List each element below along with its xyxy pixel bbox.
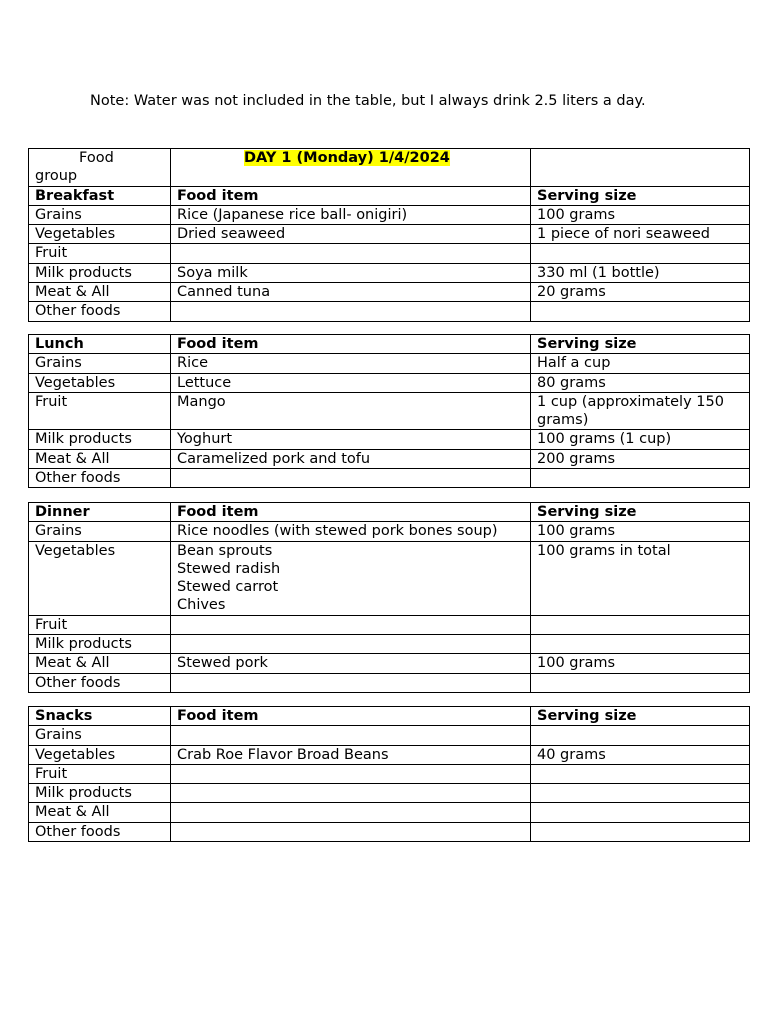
breakfast-table — [28, 148, 750, 322]
food-group-cell: Other foods — [29, 673, 171, 692]
serving-size-cell: 330 ml (1 bottle) — [531, 263, 750, 282]
food-group-cell: Fruit — [29, 764, 171, 783]
meal-header-row — [29, 503, 750, 522]
food-group-cell: Vegetables — [29, 541, 171, 615]
food-item-cell — [171, 764, 531, 783]
food-item-header: Food item — [171, 707, 531, 726]
dinner-table — [28, 502, 750, 693]
serving-size-cell — [531, 244, 750, 263]
table-row — [29, 244, 750, 263]
meal-header-row — [29, 186, 750, 205]
table-row — [29, 615, 750, 634]
table-row — [29, 373, 750, 392]
food-group-cell: Other foods — [29, 302, 171, 321]
food-group-cell: Milk products — [29, 263, 171, 282]
serving-size-header: Serving size — [531, 335, 750, 354]
table-row — [29, 302, 750, 321]
meal-name: Lunch — [29, 335, 171, 354]
food-item-line: Stewed carrot — [177, 579, 279, 596]
serving-size-cell — [531, 726, 750, 745]
food-group-cell: Vegetables — [29, 225, 171, 244]
table-row — [29, 205, 750, 224]
water-note: Note: Water was not included in the table, but I always drink 2.5 liters a day. — [90, 93, 646, 109]
food-item-cell: Stewed pork — [171, 654, 531, 673]
food-item-cell: Soya milk — [171, 263, 531, 282]
serving-size-cell: 100 grams — [531, 205, 750, 224]
food-item-cell — [171, 302, 531, 321]
meal-header-row — [29, 335, 750, 354]
serving-size-header: Serving size — [531, 503, 750, 522]
food-group-label-line2: group — [35, 168, 78, 185]
food-item-cell: Rice (Japanese rice ball- onigiri) — [171, 205, 531, 224]
food-group-cell: Other foods — [29, 822, 171, 841]
food-item-cell — [171, 635, 531, 654]
empty-header-cell — [531, 149, 750, 187]
table-row — [29, 803, 750, 822]
food-group-cell: Fruit — [29, 392, 171, 430]
serving-size-cell: 80 grams — [531, 373, 750, 392]
food-group-cell: Milk products — [29, 430, 171, 449]
table-row — [29, 726, 750, 745]
day-header-row — [29, 149, 750, 187]
table-row — [29, 654, 750, 673]
serving-size-cell — [531, 673, 750, 692]
food-item-cell: Caramelized pork and tofu — [171, 449, 531, 468]
food-group-cell: Other foods — [29, 469, 171, 488]
meal-name: Breakfast — [29, 186, 171, 205]
serving-size-cell: 100 grams — [531, 654, 750, 673]
serving-size-cell: 100 grams — [531, 522, 750, 541]
table-row — [29, 745, 750, 764]
food-group-cell: Meat & All — [29, 803, 171, 822]
food-item-cell: Mango — [171, 392, 531, 430]
snacks-table — [28, 706, 750, 842]
serving-size-header: Serving size — [531, 707, 750, 726]
serving-size-cell: 1 piece of nori seaweed — [531, 225, 750, 244]
food-group-cell: Grains — [29, 726, 171, 745]
food-item-cell — [171, 784, 531, 803]
food-group-cell: Meat & All — [29, 449, 171, 468]
food-group-cell: Meat & All — [29, 283, 171, 302]
table-row — [29, 430, 750, 449]
food-group-cell: Vegetables — [29, 373, 171, 392]
food-item-cell — [171, 803, 531, 822]
serving-size-cell: Half a cup — [531, 354, 750, 373]
food-item-cell: Crab Roe Flavor Broad Beans — [171, 745, 531, 764]
food-item-cell — [171, 726, 531, 745]
food-item-line: Stewed radish — [177, 560, 281, 577]
serving-size-cell — [531, 822, 750, 841]
table-row — [29, 469, 750, 488]
table-row — [29, 822, 750, 841]
food-item-cell: Rice noodles (with stewed pork bones soup) — [171, 522, 531, 541]
table-row — [29, 449, 750, 468]
serving-size-cell — [531, 635, 750, 654]
serving-size-cell: 100 grams (1 cup) — [531, 430, 750, 449]
food-group-cell: Milk products — [29, 635, 171, 654]
serving-size-header: Serving size — [531, 186, 750, 205]
food-item-header: Food item — [171, 186, 531, 205]
food-item-cell: Dried seaweed — [171, 225, 531, 244]
food-group-cell: Fruit — [29, 615, 171, 634]
table-row — [29, 764, 750, 783]
food-item-line: Bean sprouts — [177, 542, 273, 559]
food-item-cell — [171, 822, 531, 841]
food-item-cell: Rice — [171, 354, 531, 373]
table-row — [29, 392, 750, 430]
table-row — [29, 635, 750, 654]
food-item-cell — [171, 541, 531, 615]
serving-size-cell — [531, 469, 750, 488]
serving-size-cell — [531, 302, 750, 321]
serving-size-cell: 1 cup (approximately 150 grams) — [531, 392, 750, 430]
food-group-cell: Meat & All — [29, 654, 171, 673]
serving-size-cell: 40 grams — [531, 745, 750, 764]
serving-size-cell — [531, 764, 750, 783]
meal-name: Snacks — [29, 707, 171, 726]
lunch-table — [28, 334, 750, 488]
food-group-cell: Milk products — [29, 784, 171, 803]
food-item-cell — [171, 469, 531, 488]
day-title-cell — [171, 149, 531, 187]
table-row — [29, 673, 750, 692]
food-item-cell: Lettuce — [171, 373, 531, 392]
food-group-cell: Vegetables — [29, 745, 171, 764]
serving-size-cell — [531, 784, 750, 803]
table-row — [29, 225, 750, 244]
table-row — [29, 522, 750, 541]
serving-size-cell: 20 grams — [531, 283, 750, 302]
food-item-header: Food item — [171, 503, 531, 522]
food-item-cell — [171, 673, 531, 692]
food-group-cell: Grains — [29, 354, 171, 373]
serving-size-cell: 100 grams in total — [531, 541, 750, 615]
serving-size-cell: 200 grams — [531, 449, 750, 468]
food-item-cell: Canned tuna — [171, 283, 531, 302]
day-title: DAY 1 (Monday) 1/4/2024 — [244, 150, 450, 166]
food-item-cell: Yoghurt — [171, 430, 531, 449]
food-group-cell: Fruit — [29, 244, 171, 263]
serving-size-cell — [531, 615, 750, 634]
food-group-header — [29, 149, 171, 187]
food-item-cell — [171, 244, 531, 263]
meal-name: Dinner — [29, 503, 171, 522]
table-row — [29, 354, 750, 373]
table-row — [29, 283, 750, 302]
food-item-cell — [171, 615, 531, 634]
food-item-header: Food item — [171, 335, 531, 354]
table-row — [29, 263, 750, 282]
table-row — [29, 541, 750, 615]
meal-header-row — [29, 707, 750, 726]
food-group-cell: Grains — [29, 522, 171, 541]
table-row — [29, 784, 750, 803]
serving-size-cell — [531, 803, 750, 822]
food-item-line: Chives — [177, 597, 226, 614]
food-group-label-line1: Food — [79, 150, 114, 166]
food-group-cell: Grains — [29, 205, 171, 224]
